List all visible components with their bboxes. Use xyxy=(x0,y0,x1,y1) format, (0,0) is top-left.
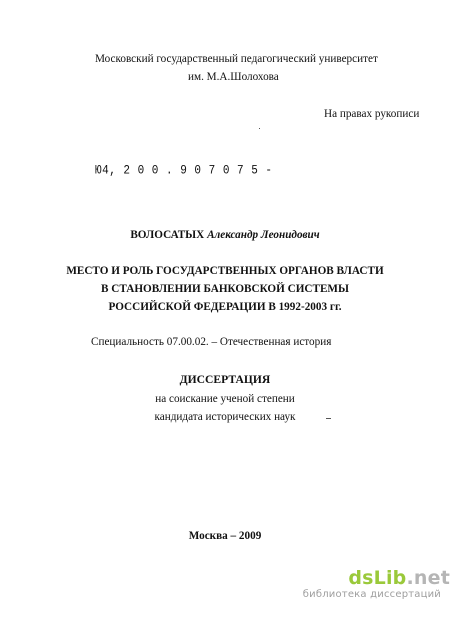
dslib-logo xyxy=(296,568,450,589)
watermark-tagline: библиотека диссертаций xyxy=(302,589,441,600)
university-namesake: им. М.А.Шолохова xyxy=(188,71,279,83)
degree-line: на соискание ученой степени xyxy=(155,393,295,405)
scan-speck xyxy=(259,128,260,129)
logo-ds-text: ds xyxy=(348,567,374,589)
document-type-heading: ДИССЕРТАЦИЯ xyxy=(179,373,271,386)
degree-line: кандидата исторических наук xyxy=(154,411,296,423)
thesis-title-line: РОССИЙСКОЙ ФЕДЕРАЦИИ В 1992-2003 гг. xyxy=(108,301,342,313)
author-given-names: Александр Леонидович xyxy=(207,229,320,241)
place-and-year: Москва – 2009 xyxy=(188,530,262,542)
university-name: Московский государственный педагогический университет xyxy=(95,53,378,65)
logo-net-text: .net xyxy=(406,567,450,589)
dslib-watermark xyxy=(296,568,450,601)
library-catalog-stamp: Ю4, 2 0 0 . 9 0 7 0 7 5 - xyxy=(95,164,273,178)
specialty-code: Специальность 07.00.02. – Отечественная история xyxy=(91,336,332,348)
logo-lib-text: Lib xyxy=(373,567,407,589)
manuscript-rights-note: На правах рукописи xyxy=(324,108,420,120)
thesis-title-line: МЕСТО И РОЛЬ ГОСУДАРСТВЕННЫХ ОРГАНОВ ВЛАСТИ xyxy=(66,265,384,277)
author-surname: ВОЛОСАТЫХ xyxy=(130,229,205,241)
author-name xyxy=(0,228,450,242)
thesis-title-line: В СТАНОВЛЕНИИ БАНКОВСКОЙ СИСТЕМЫ xyxy=(101,283,349,295)
scan-speck xyxy=(326,418,331,419)
